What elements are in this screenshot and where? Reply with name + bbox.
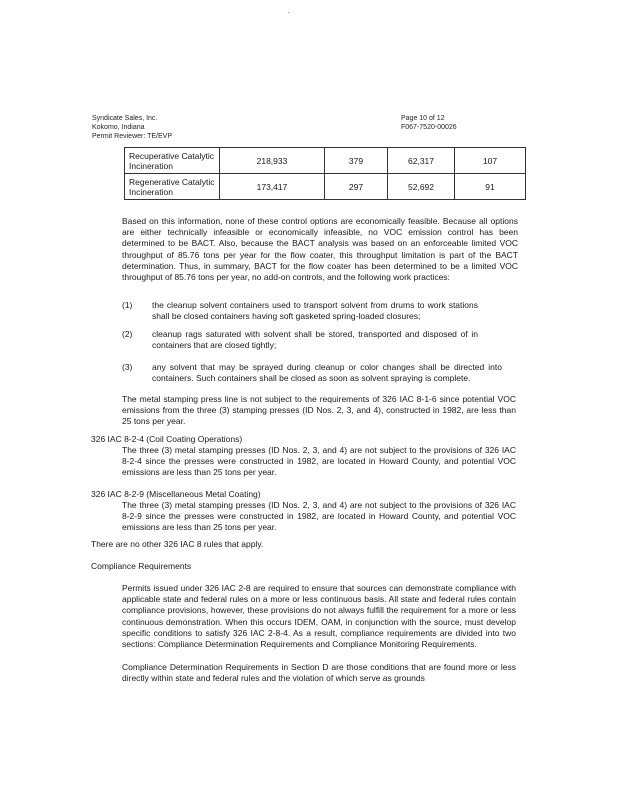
table-cell: 91	[455, 174, 526, 200]
table-cell: 297	[325, 174, 388, 200]
practice-text: any solvent that may be sprayed during cleanup or color changes shall be directed into containers. Such containers shall be closed as soon as solvent spraying is complete.	[152, 362, 502, 384]
compliance-determination-paragraph: Compliance Determination Requirements in Section D are those conditions that are found more or less directly within state and federal rules and the violation of which serve as grounds	[122, 662, 516, 684]
control-option: Recuperative Catalytic Incineration	[125, 148, 220, 174]
misc-metal-coating-heading: 326 IAC 8-2-9 (Miscellaneous Metal Coating)	[91, 489, 261, 499]
compliance-paragraph: Permits issued under 326 IAC 2-8 are required to ensure that sources can demonstrate compliance with applicable state and federal rules on a more or less continuous basis. All state and federal rules contain compliance provisions, however, these provisions do not always fulfill the requirement for a more or less continuous demonstration. When this occurs IDEM, OAM, in conjunction with the source, must develop specific conditions to satisfy 326 IAC 2-8-4. As a result, compliance requirements are divided into two sections: Compliance Determination Requirements and Compliance Monitoring Requirements.	[122, 583, 516, 650]
company-name: Syndicate Sales, Inc.	[92, 115, 158, 122]
no-other-rules: There are no other 326 IAC 8 rules that apply.	[91, 539, 264, 549]
scan-speck	[288, 12, 289, 13]
practice-number: (3)	[122, 362, 133, 372]
stamping-press-paragraph: The metal stamping press line is not subject to the requirements of 326 IAC 8-1-6 since potential VOC emissions from the three (3) stamping presses (ID Nos. 2, 3, and 4), constructed in 1982, are less than 25 tons per year.	[122, 394, 516, 427]
header-right	[401, 114, 541, 132]
practice-number: (1)	[122, 300, 133, 310]
company-location: Kokomo, Indiana	[92, 124, 145, 131]
permit-number: F067-7520-00026	[401, 124, 457, 131]
table-cell: 107	[455, 148, 526, 174]
table-cell: 52,692	[388, 174, 455, 200]
table-cell: 62,317	[388, 148, 455, 174]
control-option: Regenerative Catalytic Incineration	[125, 174, 220, 200]
permit-reviewer: Permit Reviewer: TE/EVP	[92, 133, 173, 140]
page-number: Page 10 of 12	[401, 115, 445, 122]
coil-coating-heading: 326 IAC 8-2-4 (Coil Coating Operations)	[91, 434, 243, 444]
table-cell: 379	[325, 148, 388, 174]
practice-text: cleanup rags saturated with solvent shall be stored, transported and disposed of in containers that are closed tightly;	[152, 329, 478, 351]
practice-text: the cleanup solvent containers used to transport solvent from drums to work stations shall be closed containers having soft gasketed spring-loaded closures;	[152, 300, 478, 322]
compliance-heading: Compliance Requirements	[91, 561, 192, 571]
table-row	[125, 174, 526, 200]
misc-metal-coating-paragraph: The three (3) metal stamping presses (ID Nos. 2, 3, and 4) are not subject to the provisions of 326 IAC 8-2-9 since the presses were constructed in 1982, are located in Howard County, and potential VOC emissions are less than 25 tons per year.	[122, 500, 516, 533]
bact-conclusion-paragraph: Based on this information, none of these control options are economically feasible. Because all options are either technically infeasible or economically infeasible, no VOC emission control has been determined to be BACT. Also, because the BACT analysis was based on an enforceable limited VOC throughput of 85.76 tons per year for the flow coater, this throughput limitation is part of the BACT determination. Thus, in summary, BACT for the flow coater has been determined to be a limited VOC throughput of 85.76 tons per year, no add-on controls, and the following work practices:	[122, 216, 518, 283]
cost-effectiveness-table	[124, 147, 526, 200]
table-row	[125, 148, 526, 174]
table-cell: 173,417	[220, 174, 325, 200]
coil-coating-paragraph: The three (3) metal stamping presses (ID Nos. 2, 3, and 4) are not subject to the provisions of 326 IAC 8-2-4 since the presses were constructed in 1982, are located in Howard County, and potential VOC emissions are less than 25 tons per year.	[122, 445, 516, 478]
practice-number: (2)	[122, 329, 133, 339]
table-cell: 218,933	[220, 148, 325, 174]
header-left	[92, 114, 292, 141]
